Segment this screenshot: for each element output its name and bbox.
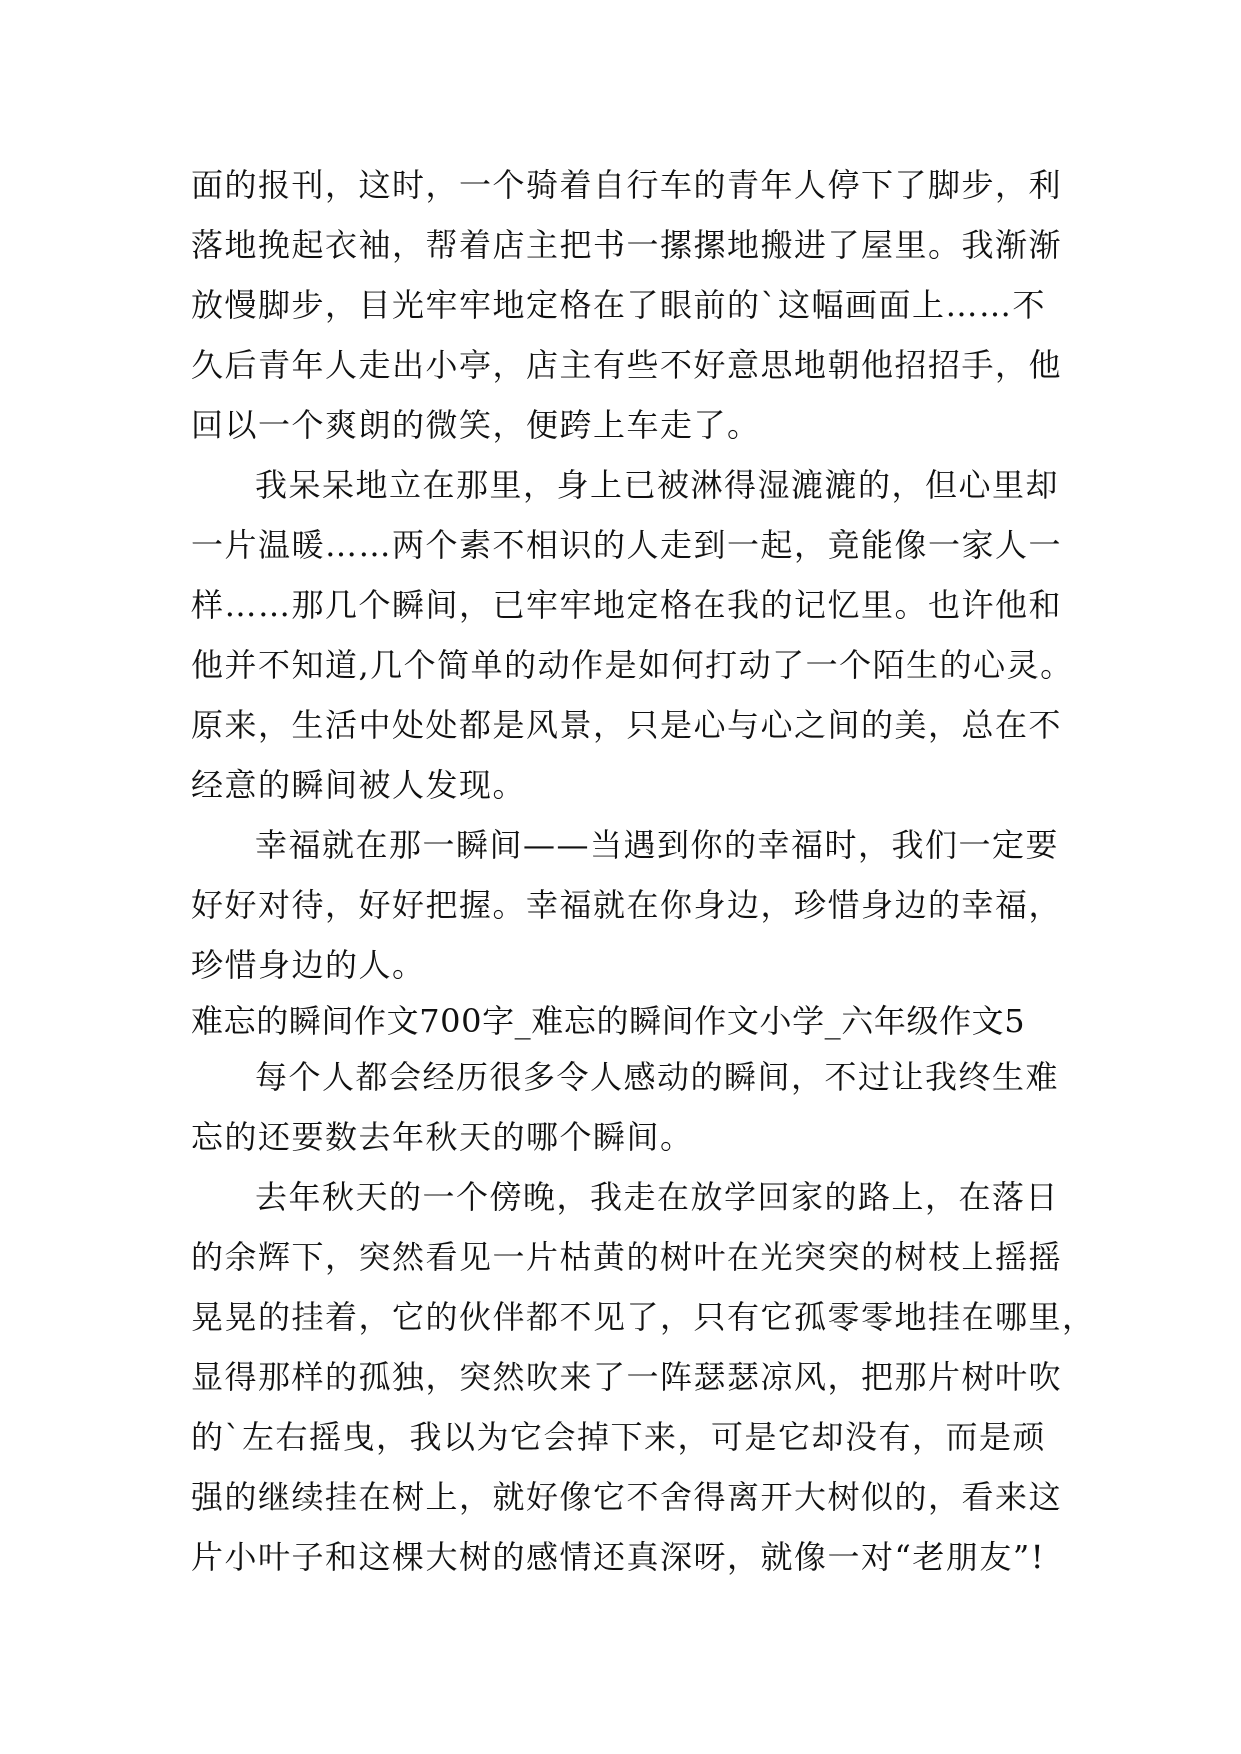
text-line: 去年秋天的一个傍晚，我走在放学回家的路上，在落日	[255, 1178, 1060, 1216]
text-line: 的余辉下，突然看见一片枯黄的树叶在光突突的树枝上摇摇	[191, 1238, 1063, 1276]
text-line: 久后青年人走出小亭，店主有些不好意思地朝他招招手，他	[191, 346, 1063, 384]
text-line: 原来，生活中处处都是风景，只是心与心之间的美，总在不	[191, 706, 1063, 744]
text-line: 的`左右摇曳，我以为它会掉下来，可是它却没有，而是顽	[191, 1418, 1047, 1456]
article-title: 难忘的瞬间作文700字_难忘的瞬间作文小学_六年级作文5	[191, 1002, 1026, 1040]
text-line: 一片温暖……两个素不相识的人走到一起，竟能像一家人一	[191, 526, 1063, 564]
text-line: 经意的瞬间被人发现。	[191, 766, 527, 804]
text-line: 珍惜身边的人。	[191, 946, 426, 984]
text-line: 回以一个爽朗的微笑，便跨上车走了。	[191, 406, 761, 444]
text-line: 放慢脚步，目光牢牢地定格在了眼前的`这幅画面上……不	[191, 286, 1047, 324]
text-line: 好好对待，好好把握。幸福就在你身边，珍惜身边的幸福，	[191, 886, 1063, 924]
text-line: 面的报刊，这时，一个骑着自行车的青年人停下了脚步，利	[191, 166, 1063, 204]
text-line: 他并不知道,几个简单的动作是如何打动了一个陌生的心灵。	[191, 646, 1074, 684]
text-line: 强的继续挂在树上，就好像它不舍得离开大树似的，看来这	[191, 1478, 1063, 1516]
text-line: 片小叶子和这棵大树的感情还真深呀，就像一对“老朋友”!	[191, 1538, 1046, 1576]
text-line: 忘的还要数去年秋天的哪个瞬间。	[191, 1118, 694, 1156]
text-line: 晃晃的挂着，它的伙伴都不见了，只有它孤零零地挂在哪里，	[191, 1298, 1096, 1336]
text-line: 我呆呆地立在那里，身上已被淋得湿漉漉的，但心里却	[255, 466, 1060, 504]
text-line: 样……那几个瞬间，已牢牢地定格在我的记忆里。也许他和	[191, 586, 1063, 624]
text-line: 每个人都会经历很多令人感动的瞬间，不过让我终生难	[255, 1058, 1060, 1096]
text-line: 显得那样的孤独，突然吹来了一阵瑟瑟凉风，把那片树叶吹	[191, 1358, 1063, 1396]
text-line: 幸福就在那一瞬间——当遇到你的幸福时，我们一定要	[255, 826, 1060, 864]
text-line: 落地挽起衣袖，帮着店主把书一摞摞地搬进了屋里。我渐渐	[191, 226, 1063, 264]
